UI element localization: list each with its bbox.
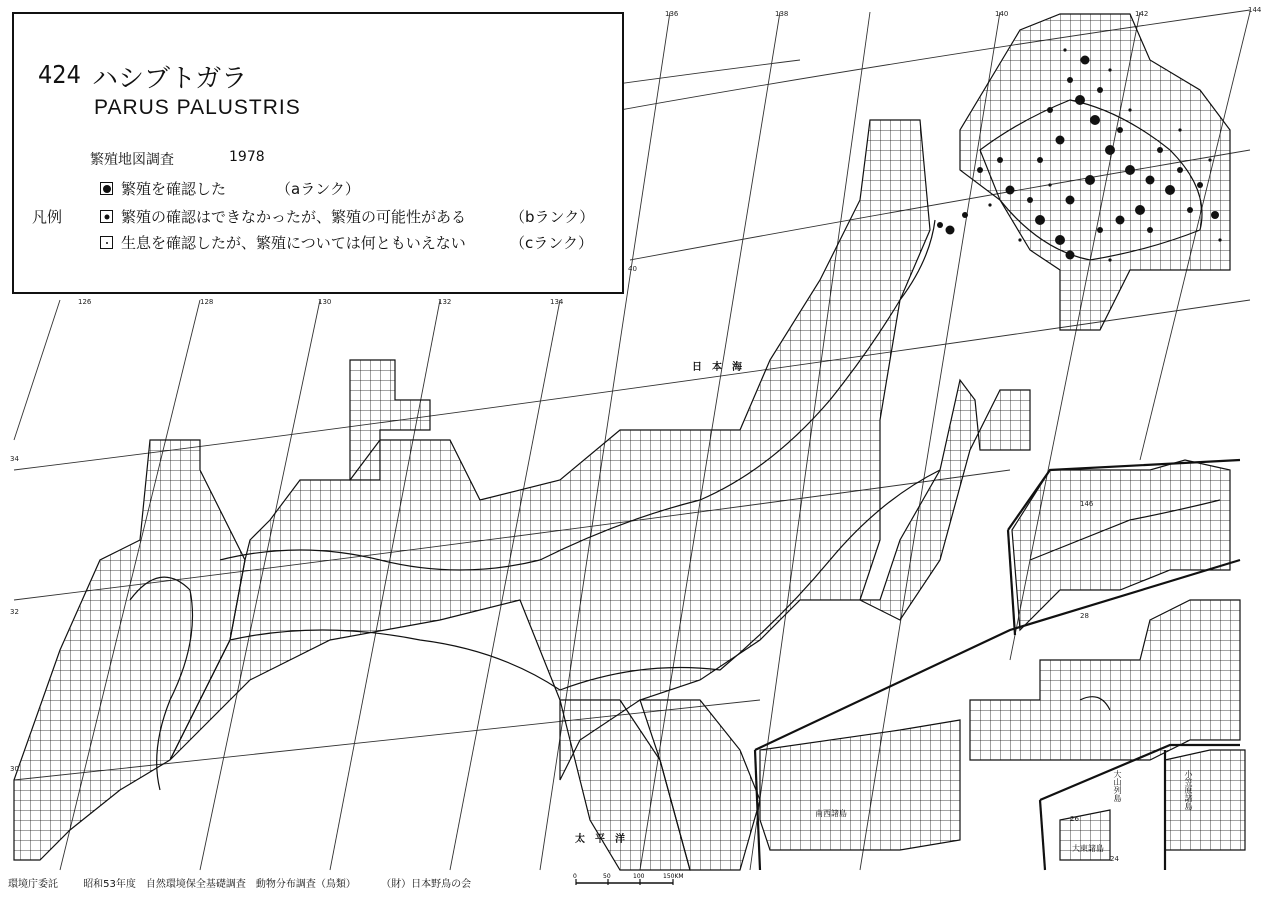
legend-item-b-text: 繁殖の確認はできなかったが、繁殖の可能性がある: [121, 208, 467, 226]
lon-label: 138: [775, 10, 789, 18]
rank-b-icon: [100, 210, 113, 223]
lon-label: 136: [665, 10, 679, 18]
survey-label: 繁殖地図調査: [90, 152, 174, 168]
lat-label: 26: [1070, 815, 1079, 823]
scale-tick-label: 50: [603, 873, 611, 880]
legend-box: [12, 12, 624, 294]
legend-item-b: [100, 206, 466, 227]
lon-label: 134: [550, 298, 564, 306]
legend-item-c-rank: （cランク）: [510, 234, 593, 252]
scale-tick-label: 0: [573, 873, 577, 880]
species-latin-name: PARUS PALUSTRIS: [94, 96, 301, 119]
species-japanese-name: ハシブトガラ: [92, 64, 248, 94]
rank-c-icon: [100, 236, 113, 249]
lat-label: 40: [628, 265, 637, 273]
survey-year: 1978: [229, 149, 265, 165]
lat-label: 34: [10, 455, 19, 463]
lat-label: 30: [10, 765, 19, 773]
inset-label-ogasawara: 小笠原諸島: [1184, 770, 1193, 810]
legend-heading: 凡例: [32, 208, 63, 226]
legend-item-c: [100, 232, 466, 253]
species-number: 424: [38, 60, 81, 89]
footer-project: 昭和53年度 自然環境保全基礎調査 動物分布調査（鳥類）: [83, 879, 356, 890]
legend-item-a-rank: （aランク）: [276, 180, 360, 198]
lon-label: 146: [1080, 500, 1094, 508]
lon-label: 132: [438, 298, 452, 306]
inset-label-yaeyama: 大山列島: [1113, 770, 1122, 802]
footer-organization: （財）日本野鳥の会: [381, 879, 472, 890]
lon-label: 144: [1248, 6, 1261, 14]
lon-label: 142: [1135, 10, 1149, 18]
legend-item-c-text: 生息を確認したが、繁殖については何ともいえない: [121, 234, 466, 252]
lat-label: 24: [1110, 855, 1119, 863]
lon-label: 126: [78, 298, 92, 306]
legend-item-a: [100, 178, 226, 199]
scale-bar: [568, 873, 688, 893]
footer-commissioner: 環境庁委託: [8, 879, 58, 890]
footer: [8, 875, 493, 890]
lon-label: 130: [318, 298, 332, 306]
inset-label-nansei: 南西諸島: [815, 809, 847, 818]
inset-label-daito: 大東諸島: [1072, 844, 1104, 853]
scale-tick-label: 100: [633, 873, 645, 880]
pacific-ocean-label: 太 平 洋: [575, 834, 625, 845]
lat-label: 32: [10, 608, 19, 616]
japan-sea-label: 日 本 海: [692, 362, 742, 373]
rank-a-icon: [100, 182, 113, 195]
legend-item-b-rank: （bランク）: [510, 208, 595, 226]
legend-item-a-text: 繁殖を確認した: [121, 180, 227, 198]
lat-label: 28: [1080, 612, 1089, 620]
scale-tick-label: 150KM: [663, 873, 684, 880]
lon-label: 140: [995, 10, 1009, 18]
lon-label: 128: [200, 298, 214, 306]
